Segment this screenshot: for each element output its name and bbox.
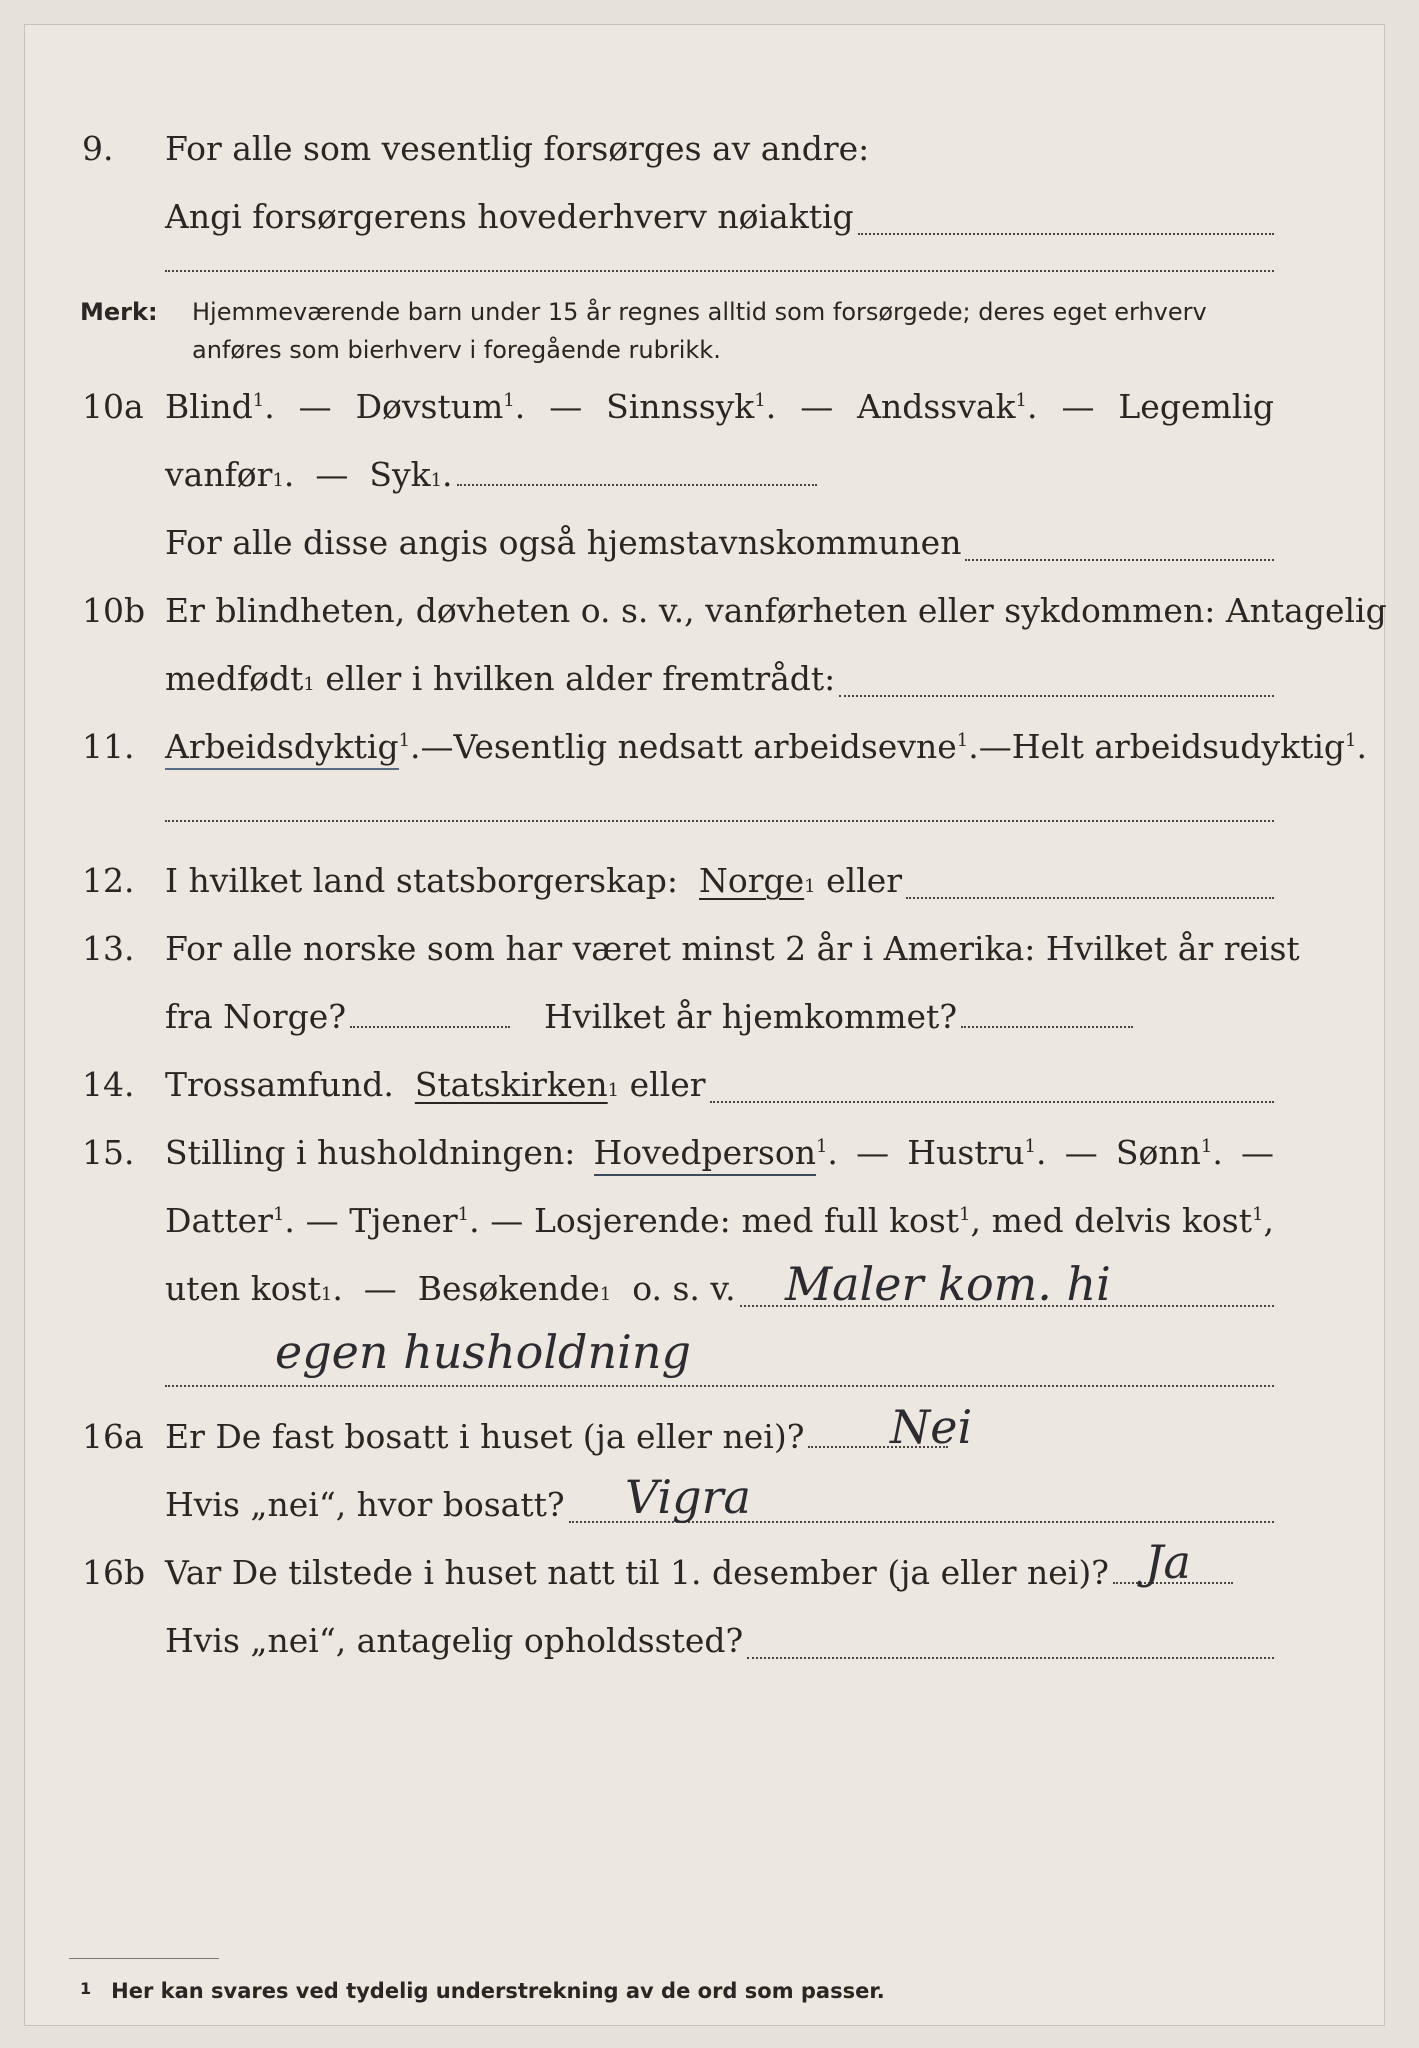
- dash: —: [420, 727, 454, 766]
- footnote-text: Her kan svares ved tydelig understrekning av de ord som passer.: [111, 1979, 885, 2003]
- q11-number: 11.: [82, 727, 135, 766]
- q10a-legemlig: Legemlig: [1118, 387, 1274, 426]
- footnote-mark: 1: [80, 1979, 92, 1998]
- sup: 1: [607, 1080, 620, 1101]
- sup: 1: [272, 1204, 285, 1225]
- q10b-line2: [165, 659, 1274, 707]
- q15-line2: [165, 1201, 1274, 1249]
- sup: 1: [457, 1204, 470, 1225]
- dash: —: [298, 387, 332, 426]
- q9-number: 9.: [82, 129, 114, 168]
- sup: 1: [599, 1284, 612, 1305]
- q9-answer-line-2[interactable]: [165, 270, 1274, 272]
- q13-reist: fra Norge?: [165, 997, 347, 1036]
- q15-sonn-text: Sønn: [1115, 1133, 1201, 1172]
- sup: 1: [1252, 1204, 1264, 1225]
- q15-hovedperson: Hovedperson$^1$.: [594, 1133, 838, 1172]
- merk-text: Hjemmeværende barn under 15 år regnes alltid som forsørgede; deres eget erhverv anføres som bierhverv i foregående rubrikk.: [192, 298, 1207, 364]
- q10a-dovstum: Døvstum$^1$.: [355, 387, 526, 426]
- footnote: [80, 1979, 885, 2003]
- q15-besokende: Besøkende: [417, 1269, 600, 1308]
- q10a-sinnssyk: Sinnssyk$^1$.: [606, 387, 777, 426]
- q16b-number: 16b: [82, 1553, 146, 1592]
- q11-arbeidsdyktig-text: Arbeidsdyktig: [165, 727, 399, 770]
- q10b-line1: [165, 591, 1387, 639]
- q10a-andssvak-text: Andssvak: [857, 387, 1016, 426]
- sup: 1: [303, 674, 315, 695]
- q16a-number: 16a: [82, 1417, 144, 1456]
- q9-question-2: Angi forsørgerens hovederhverv nøiaktig: [165, 197, 854, 236]
- q12-answer-line[interactable]: [906, 896, 1274, 899]
- q15-hovedperson-text: Hovedperson: [594, 1133, 816, 1176]
- q10a-blind-text: Blind: [165, 387, 253, 426]
- footnote-rule: [69, 1958, 219, 1959]
- sup: 1: [956, 730, 969, 751]
- q16a-answer-handwriting: Nei: [890, 1400, 973, 1454]
- q10a-vanfor: vanfør: [165, 455, 273, 494]
- census-form-page: [24, 24, 1385, 2026]
- q15-answer-handwriting-1: Maler kom. hi: [785, 1257, 1111, 1311]
- sup: 1: [320, 1284, 333, 1305]
- q10b-question-2: eller i hvilken alder fremtrådt:: [325, 659, 836, 698]
- q15-answer-handwriting-2: egen husholdning: [275, 1325, 691, 1379]
- q15-number: 15.: [82, 1133, 135, 1172]
- q10a-line2: vanfør 1 . — Syk 1 .: [165, 455, 1274, 503]
- q16a-line1: [165, 1417, 1274, 1465]
- sup: 1: [430, 470, 443, 491]
- q10b-number: 10b: [82, 591, 146, 630]
- sup: 1: [1200, 1136, 1213, 1157]
- q15-question: Stilling i husholdningen:: [165, 1133, 576, 1172]
- q9-question: For alle som vesentlig forsørges av andre:: [165, 129, 870, 168]
- dash: —: [978, 727, 1012, 766]
- dash: —: [1061, 387, 1095, 426]
- q12-number: 12.: [82, 861, 135, 900]
- q16a-question-2: Hvis „nei“, hvor bosatt?: [165, 1485, 565, 1524]
- q15-uten-kost: uten kost: [165, 1269, 321, 1308]
- q14-number: 14.: [82, 1065, 135, 1104]
- q11-answer-line[interactable]: [165, 820, 1274, 822]
- q14-trossamfund: Trossamfund.: [165, 1065, 394, 1104]
- q15-osv: o. s. v.: [632, 1269, 736, 1308]
- q15-delvis-kost: med delvis kost$^1$,: [991, 1201, 1274, 1240]
- q12-question: I hvilket land statsborgerskap:: [165, 861, 679, 900]
- q15-sonn: Sønn$^1$.: [1115, 1133, 1223, 1172]
- q11-arbeidsdyktig: Arbeidsdyktig$^1$.: [165, 727, 421, 766]
- q13-reist-answer-line[interactable]: [350, 1025, 510, 1028]
- q16b-line2: [165, 1621, 1274, 1669]
- q14-line: [165, 1065, 1274, 1113]
- q13-question: For alle norske som har været minst 2 år i Amerika: Hvilket år reist: [165, 929, 1300, 968]
- q10a-sinnssyk-text: Sinnssyk: [606, 387, 755, 426]
- q15-hustru: Hustru$^1$.: [907, 1133, 1047, 1172]
- sup: 1: [503, 390, 515, 411]
- sup: 1: [804, 876, 816, 897]
- sup: 1: [815, 1136, 828, 1157]
- q10b-question: Er blindheten, døvheten o. s. v., vanførheten eller sykdommen: Antagelig: [165, 591, 1387, 630]
- q15-line1: [165, 1133, 1274, 1181]
- q10a-andssvak: Andssvak$^1$.: [857, 387, 1038, 426]
- q16b-question: Var De tilstede i huset natt til 1. desember (ja eller nei)?: [165, 1553, 1109, 1592]
- q13-line2: [165, 997, 1274, 1045]
- q11-nedsatt: Vesentlig nedsatt arbeidsevne$^1$.: [453, 727, 979, 766]
- dash: —: [800, 387, 834, 426]
- q11-nedsatt-text: Vesentlig nedsatt arbeidsevne: [453, 727, 957, 766]
- q14-statskirken: Statskirken: [414, 1065, 608, 1104]
- sup: 1: [398, 730, 411, 751]
- q15-hustru-text: Hustru: [907, 1133, 1025, 1172]
- q11-line: [165, 727, 1367, 775]
- q16b-answer-handwriting: Ja: [1145, 1535, 1191, 1589]
- sup: 1: [272, 470, 284, 491]
- q15-datter: Datter$^1$.: [165, 1201, 295, 1240]
- q12-eller: eller: [826, 861, 903, 900]
- q13-line1: [165, 929, 1300, 977]
- q12-norge: Norge: [699, 861, 805, 900]
- q15-answer-line-2[interactable]: [165, 1385, 1274, 1387]
- q10b-medfodt: medfødt: [165, 659, 304, 698]
- dash: —: [490, 1201, 524, 1240]
- q10a-line3: [165, 523, 1274, 571]
- q10a-dovstum-text: Døvstum: [355, 387, 504, 426]
- q13-hjemkommet-answer-line[interactable]: [961, 1025, 1133, 1028]
- dash: —: [1064, 1133, 1098, 1172]
- q16b-opholdssted-answer-line[interactable]: [747, 1656, 1274, 1659]
- q13-hjemkommet: Hvilket år hjemkommet?: [544, 997, 958, 1036]
- merk-note: [80, 293, 1276, 373]
- q15-delvis-kost-text: med delvis kost: [991, 1201, 1252, 1240]
- q14-eller: eller: [629, 1065, 706, 1104]
- q15-tjener-text: Tjener: [349, 1201, 458, 1240]
- q15-tjener: Tjener$^1$.: [349, 1201, 480, 1240]
- q12-line: [165, 861, 1274, 909]
- q15-losjerende: Losjerende:: [533, 1201, 731, 1240]
- q10a-blind: Blind$^1$.: [165, 387, 275, 426]
- dash: —: [305, 1201, 339, 1240]
- q15-full-kost-text: med full kost: [741, 1201, 960, 1240]
- q14-answer-line[interactable]: [710, 1100, 1274, 1103]
- q9-line2: [165, 197, 1274, 245]
- q16b-line1: [165, 1553, 1274, 1601]
- q15-full-kost: med full kost$^1$,: [741, 1201, 981, 1240]
- q16a-question: Er De fast bosatt i huset (ja eller nei)?: [165, 1417, 805, 1456]
- q9-answer-line[interactable]: [858, 232, 1274, 235]
- q10a-syk-answer-line[interactable]: [457, 483, 817, 486]
- q13-number: 13.: [82, 929, 135, 968]
- q10a-line1: [165, 387, 1274, 435]
- q15-datter-text: Datter: [165, 1201, 273, 1240]
- merk-label: Merk:: [80, 298, 158, 326]
- dash: —: [549, 387, 583, 426]
- sup: 1: [959, 1204, 971, 1225]
- dash: —: [856, 1133, 890, 1172]
- q11-udyktig: Helt arbeidsudyktig$^1$.: [1011, 727, 1367, 766]
- q15-line3: uten kost 1 . — Besøkende 1 o. s. v.: [165, 1269, 1274, 1317]
- sup: 1: [252, 390, 265, 411]
- q11-udyktig-text: Helt arbeidsudyktig: [1011, 727, 1346, 766]
- q10a-hjemstavn-answer-line[interactable]: [965, 558, 1274, 561]
- q10b-answer-line[interactable]: [839, 694, 1274, 697]
- q16b-question-2: Hvis „nei“, antagelig opholdssted?: [165, 1621, 744, 1660]
- q10a-syk: Syk: [369, 455, 431, 494]
- sup: 1: [1015, 390, 1027, 411]
- dash: —: [1241, 1133, 1274, 1172]
- q16a-bosatt-handwriting: Vigra: [625, 1470, 751, 1524]
- sup: 1: [1345, 730, 1357, 751]
- sup: 1: [754, 390, 766, 411]
- q9-line1: [165, 129, 1274, 177]
- q10a-hjemstavn: For alle disse angis også hjemstavnskommunen: [165, 523, 962, 562]
- sup: 1: [1024, 1136, 1036, 1157]
- q10a-number: 10a: [82, 387, 144, 426]
